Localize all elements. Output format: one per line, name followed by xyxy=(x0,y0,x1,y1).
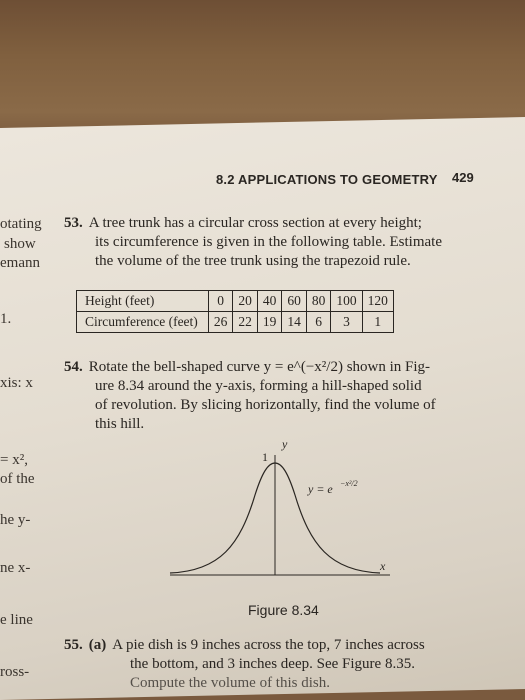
figure-caption: Figure 8.34 xyxy=(248,602,319,618)
table-row xyxy=(77,291,394,312)
problem-53 xyxy=(64,214,514,271)
margin-fragment: xis: x xyxy=(0,375,33,391)
margin-fragment: 1. xyxy=(0,311,12,327)
margin-fragment: otating xyxy=(0,216,42,232)
problem-text: Compute the volume of this dish. xyxy=(130,675,330,691)
margin-fragment: emann xyxy=(0,255,40,271)
problem-number: 53. xyxy=(64,215,83,231)
problem-text: this hill. xyxy=(95,416,145,432)
table-cell: 3 xyxy=(331,312,362,333)
table-cell: 26 xyxy=(208,312,233,333)
row-header: Circumference (feet) xyxy=(77,312,209,333)
y-axis-label: y xyxy=(282,437,288,451)
problem-text: A pie dish is 9 inches across the top, 7 inches across xyxy=(112,637,425,653)
y-tick-one: 1 xyxy=(262,450,268,464)
margin-fragment: = x², xyxy=(0,452,28,468)
problem-number: 54. xyxy=(64,359,83,375)
problem-55 xyxy=(64,636,519,693)
table-cell: 1 xyxy=(362,312,393,333)
height-circumference-table xyxy=(76,290,394,333)
margin-fragment: show xyxy=(4,236,36,252)
margin-fragment: ross- xyxy=(0,664,30,680)
problem-text: Rotate the bell-shaped curve y = e^(−x²/2) shown in Fig- xyxy=(88,359,431,375)
margin-fragment: ne x- xyxy=(0,560,31,576)
table-cell: 100 xyxy=(331,291,362,312)
curve-exponent: −x²/2 xyxy=(340,479,358,488)
problem-text: ure 8.34 around the y-axis, forming a hill-shaped solid xyxy=(95,378,422,394)
problem-text: the bottom, and 3 inches deep. See Figure 8.35. xyxy=(130,656,415,672)
table-cell: 120 xyxy=(362,291,393,312)
running-header: 8.2 APPLICATIONS TO GEOMETRY xyxy=(216,172,438,187)
table-cell: 22 xyxy=(233,312,258,333)
problem-text: A tree trunk has a circular cross section at every height; xyxy=(88,215,422,231)
problem-part: (a) xyxy=(88,637,107,653)
page-number: 429 xyxy=(452,170,474,185)
row-header: Height (feet) xyxy=(77,291,209,312)
margin-fragment: he y- xyxy=(0,512,31,528)
x-axis-label: x xyxy=(380,559,386,573)
margin-fragment: of the xyxy=(0,471,35,487)
table-cell: 0 xyxy=(208,291,233,312)
curve-equation: y = e xyxy=(308,482,333,496)
table-cell: 6 xyxy=(306,312,331,333)
table-cell: 14 xyxy=(282,312,307,333)
table-cell: 19 xyxy=(257,312,282,333)
table-cell: 40 xyxy=(257,291,282,312)
problem-text: the volume of the tree trunk using the trapezoid rule. xyxy=(95,253,411,269)
table-row xyxy=(77,312,394,333)
problem-54 xyxy=(64,358,514,434)
table-cell: 80 xyxy=(306,291,331,312)
table-cell: 60 xyxy=(282,291,307,312)
problem-number: 55. xyxy=(64,637,83,653)
problem-text: of revolution. By slicing horizontally, find the volume of xyxy=(95,397,436,413)
problem-text: its circumference is given in the following table. Estimate xyxy=(95,234,442,250)
bell-curve-figure xyxy=(150,435,400,585)
table-cell: 20 xyxy=(233,291,258,312)
margin-fragment: e line xyxy=(0,612,33,628)
